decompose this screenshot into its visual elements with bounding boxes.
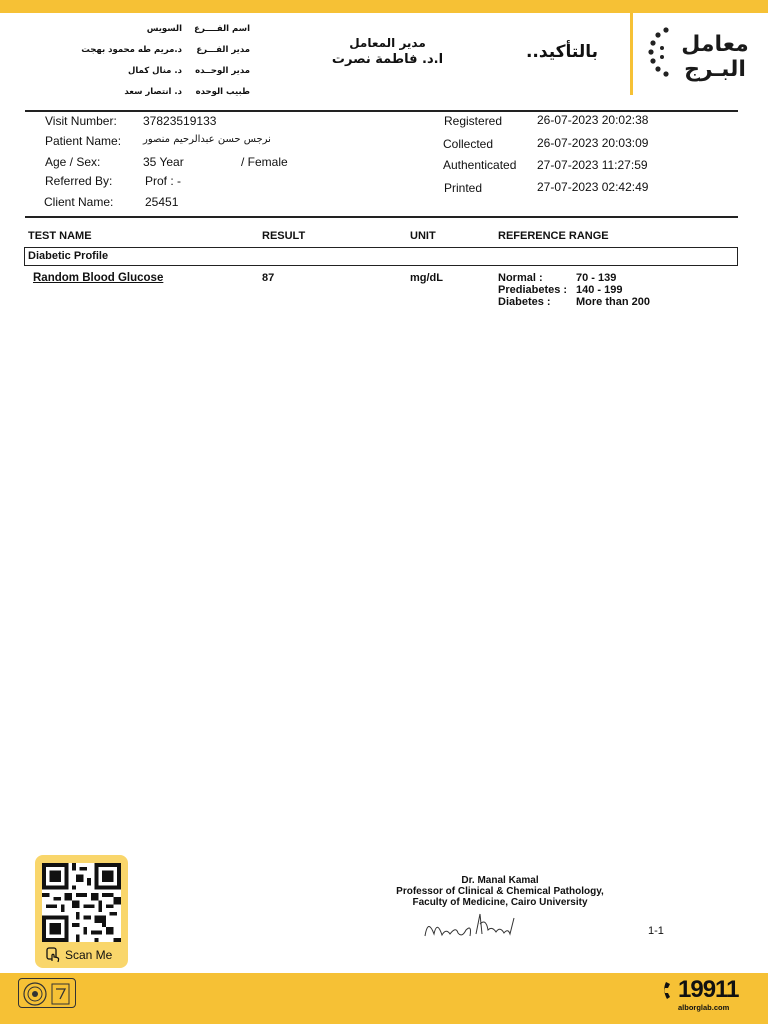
branch-row xyxy=(60,18,250,39)
authenticated-label: Authenticated xyxy=(443,158,517,172)
phone-icon xyxy=(662,980,678,1002)
reference-value: More than 200 xyxy=(576,296,650,308)
client-name-value: 25451 xyxy=(145,195,179,209)
branch-value: السويس xyxy=(146,23,182,34)
handwritten-signature xyxy=(420,908,520,944)
bottom-accent-bar xyxy=(0,973,768,1024)
accreditation-seals xyxy=(18,978,76,1008)
printed-label: Printed xyxy=(444,181,483,195)
reference-label: Diabetes : xyxy=(498,296,551,308)
header-divider xyxy=(630,13,633,95)
scan-me-button[interactable] xyxy=(45,946,123,964)
signature-block xyxy=(365,875,635,908)
scan-me-label: Scan Me xyxy=(65,948,113,962)
test-unit: mg/dL xyxy=(410,272,443,284)
top-accent-bar xyxy=(0,0,768,13)
reference-row xyxy=(498,296,650,308)
branch-value: د. انتصار سعد xyxy=(124,86,182,97)
patient-rule xyxy=(25,216,738,218)
branch-value: د. منال كمال xyxy=(127,65,182,76)
reference-row xyxy=(498,284,622,296)
age-sex-label: Age / Sex: xyxy=(45,155,101,169)
age-value: 35 Year xyxy=(143,155,184,169)
printed-value: 27-07-2023 02:42:49 xyxy=(537,180,649,194)
hotline-number: 19911 xyxy=(678,976,739,1003)
branch-label: اسم الفــــرع xyxy=(194,23,250,34)
doctor-name: Dr. Manal Kamal xyxy=(461,875,539,886)
patient-name-label: Patient Name: xyxy=(45,134,122,148)
col-test-name: TEST NAME xyxy=(28,230,92,242)
reference-row xyxy=(498,272,616,284)
branch-row xyxy=(60,60,250,81)
visit-number-label: Visit Number: xyxy=(45,114,117,128)
slogan: بالتأكيد.. xyxy=(525,42,599,62)
client-name-label: Client Name: xyxy=(44,195,114,209)
seal-icon xyxy=(19,979,77,1009)
reference-label: Normal : xyxy=(498,272,543,284)
referred-by-value: Prof : - xyxy=(145,174,182,188)
director-title: مدير المعامل xyxy=(349,36,426,50)
test-result: 87 xyxy=(262,272,275,284)
col-unit: UNIT xyxy=(410,230,436,242)
branch-label: مدير الوحــده xyxy=(195,65,250,76)
visit-number-value: 37823519133 xyxy=(143,114,217,128)
registered-value: 26-07-2023 20:02:38 xyxy=(537,113,649,127)
logo-line: البـرج xyxy=(684,57,746,82)
page-number: 1-1 xyxy=(648,925,664,937)
reference-value: 140 - 199 xyxy=(576,284,623,296)
branch-row xyxy=(60,39,250,60)
scan-hand-icon xyxy=(45,947,61,963)
branch-row xyxy=(60,81,250,102)
branch-label: مدير الفـــرع xyxy=(196,44,250,55)
test-name: Random Blood Glucose xyxy=(33,272,164,284)
doctor-title: Professor of Clinical & Chemical Pathology, xyxy=(396,886,604,897)
qr-code-icon xyxy=(42,863,121,942)
lab-director xyxy=(320,36,455,67)
logo-wordmark xyxy=(670,32,760,82)
reference-value: 70 - 139 xyxy=(576,272,617,284)
col-reference-range: REFERENCE RANGE xyxy=(498,230,609,242)
qr-card[interactable] xyxy=(35,855,128,968)
website-link[interactable]: alborglab.com xyxy=(678,1003,730,1012)
reference-label: Prediabetes : xyxy=(498,284,568,296)
director-name: ا.د. فاطمة نصرت xyxy=(331,52,444,67)
authenticated-value: 27-07-2023 11:27:59 xyxy=(537,158,648,172)
col-result: RESULT xyxy=(262,230,306,242)
doctor-faculty: Faculty of Medicine, Cairo University xyxy=(412,897,588,908)
sex-value: / Female xyxy=(241,155,288,169)
branch-info xyxy=(60,18,250,102)
logo-line: معامل xyxy=(681,32,749,57)
collected-label: Collected xyxy=(443,137,494,151)
section-title: Diabetic Profile xyxy=(24,247,738,266)
referred-by-label: Referred By: xyxy=(45,174,113,188)
patient-name-value: نرجس حسن عبدالرحيم منصور xyxy=(143,134,271,145)
hotline[interactable] xyxy=(662,976,757,1020)
branch-value: د.مريم طه محمود بهجت xyxy=(81,44,182,55)
registered-label: Registered xyxy=(444,114,503,128)
qr-code[interactable] xyxy=(42,863,121,942)
branch-label: طبيب الوحده xyxy=(195,86,250,97)
brand-logo xyxy=(648,18,758,92)
collected-value: 26-07-2023 20:03:09 xyxy=(537,136,649,150)
header-rule xyxy=(25,110,738,112)
